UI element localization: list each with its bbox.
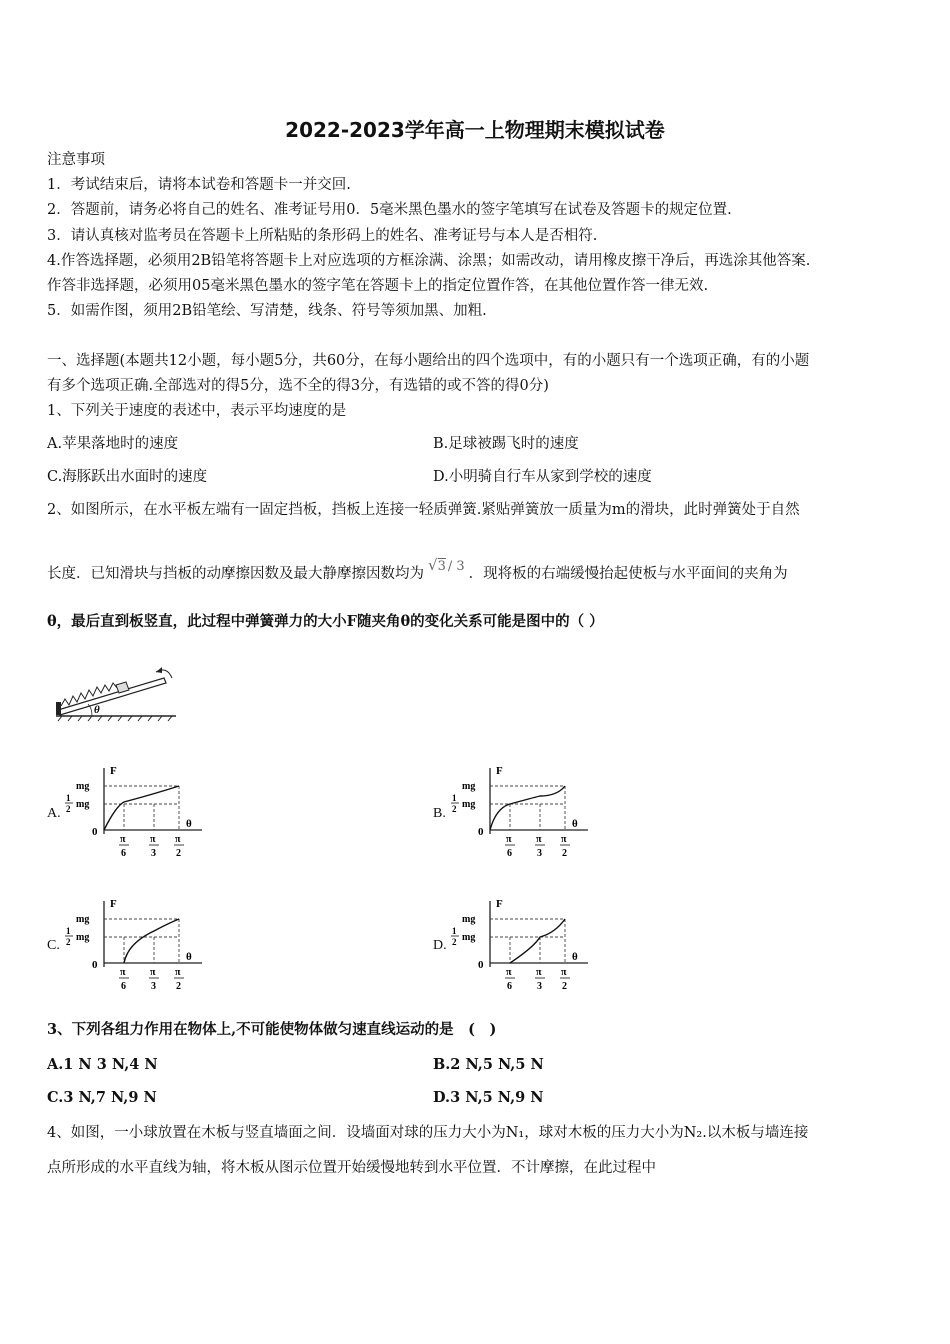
- notice-item: 1．考试结束后，请将本试卷和答题卡一并交回.: [47, 177, 351, 193]
- mg-label: mg: [76, 781, 90, 792]
- tick-pi-label: π: [536, 834, 542, 845]
- tick-den-label: 3: [537, 981, 542, 992]
- half-mg-label: mg: [462, 799, 476, 810]
- tick-den-label: 3: [151, 981, 156, 992]
- notice-item: 2．答题前，请务必将自己的姓名、准考证号用0．5毫米黑色墨水的签字笔填写在试卷及答题卡的规定位置.: [47, 202, 732, 218]
- tick-pi-label: π: [175, 834, 181, 845]
- sqrt-expression: √3 / 3: [428, 556, 465, 574]
- tick-den-label: 6: [507, 981, 512, 992]
- tick-den-label: 6: [507, 848, 512, 859]
- question-2-stem: θ，最后直到板竖直，此过程中弹簧弹力的大小F随夹角θ的变化关系可能是图中的（ ）: [47, 613, 604, 630]
- q2-graph-a[interactable]: [62, 760, 212, 860]
- tick-pi-label: π: [536, 967, 542, 978]
- tick-pi-label: π: [506, 834, 512, 845]
- notice-item: 作答非选择题，必须用05毫米黑色墨水的签字笔在答题卡上的指定位置作答，在其他位置作答一律无效.: [47, 278, 709, 294]
- mg-label: mg: [462, 781, 476, 792]
- theta-axis-label: θ: [572, 951, 578, 963]
- tick-pi-label: π: [120, 967, 126, 978]
- tick-den-label: 3: [537, 848, 542, 859]
- half-mg-label: mg: [76, 799, 90, 810]
- q1-option-c[interactable]: C.海豚跃出水面时的速度: [47, 469, 208, 485]
- half-den-label: 2: [66, 937, 71, 947]
- f-axis-label: F: [110, 765, 117, 777]
- tick-pi-label: π: [506, 967, 512, 978]
- q2-graph-b[interactable]: [448, 760, 598, 860]
- tick-pi-label: π: [120, 834, 126, 845]
- half-den-label: 2: [452, 804, 457, 814]
- half-den-label: 2: [452, 937, 457, 947]
- tick-den-label: 2: [562, 981, 567, 992]
- tick-den-label: 2: [562, 848, 567, 859]
- question-4-stem: 4、如图，一小球放置在木板与竖直墙面之间．设墙面对球的压力大小为N₁，球对木板的压力大小为N₂.以木板与墙连接: [47, 1125, 809, 1141]
- origin-label: 0: [478, 959, 484, 971]
- tick-den-label: 6: [121, 848, 126, 859]
- f-theta-curve: [490, 786, 565, 830]
- theta-label: θ: [94, 704, 100, 716]
- f-axis-label: F: [496, 765, 503, 777]
- tick-den-label: 2: [176, 848, 181, 859]
- half-mg-label: mg: [462, 932, 476, 943]
- question-2-stem: 2、如图所示，在水平板左端有一固定挡板，挡板上连接一轻质弹簧.紧贴弹簧放一质量为m的滑块，此时弹簧处于自然: [47, 502, 800, 518]
- page-title: 2022-2023学年高一上物理期末模拟试卷: [285, 118, 665, 142]
- question-1-stem: 1、下列关于速度的表述中，表示平均速度的是: [47, 403, 347, 419]
- q3-option-d[interactable]: D.3 N,5 N,9 N: [433, 1089, 544, 1106]
- tick-pi-label: π: [561, 834, 567, 845]
- tick-den-label: 2: [176, 981, 181, 992]
- half-den-label: 2: [66, 804, 71, 814]
- section-heading: 有多个选项正确.全部选对的得5分，选不全的得3分，有选错的或不答的得0分): [47, 378, 549, 394]
- q3-option-b[interactable]: B.2 N,5 N,5 N: [433, 1056, 544, 1073]
- f-axis-label: F: [110, 898, 117, 910]
- f-theta-curve: [510, 919, 565, 963]
- q2-option-a[interactable]: A.: [47, 806, 61, 821]
- q2-option-c[interactable]: C.: [47, 938, 60, 953]
- half-num-label: 1: [452, 793, 457, 803]
- question-3-stem: 3、下列各组力作用在物体上,不可能使物体做匀速直线运动的是 ( ): [47, 1021, 497, 1038]
- f-theta-curve: [124, 919, 179, 963]
- notice-item: 3．请认真核对监考员在答题卡上所粘贴的条形码上的姓名、准考证号与本人是否相符.: [47, 228, 598, 244]
- origin-label: 0: [478, 826, 484, 838]
- theta-axis-label: θ: [572, 818, 578, 830]
- q1-option-a[interactable]: A.苹果落地时的速度: [47, 436, 179, 452]
- incline-spring-diagram: [52, 658, 182, 724]
- q3-option-c[interactable]: C.3 N,7 N,9 N: [47, 1089, 157, 1106]
- q3-option-a[interactable]: A.1 N 3 N,4 N: [47, 1056, 158, 1073]
- question-2-stem: 长度．已知滑块与挡板的动摩擦因数及最大静摩擦因数均为 √3 / 3 ．现将板的右端缓慢抬起使板与水平面间的夹角为: [47, 556, 788, 582]
- q1-option-b[interactable]: B.足球被踢飞时的速度: [433, 436, 579, 452]
- q2-option-d[interactable]: D.: [433, 938, 447, 953]
- tick-den-label: 3: [151, 848, 156, 859]
- half-num-label: 1: [452, 926, 457, 936]
- origin-label: 0: [92, 959, 98, 971]
- mg-label: mg: [76, 914, 90, 925]
- notice-item: 4.作答选择题，必须用2B铅笔将答题卡上对应选项的方框涂满、涂黑；如需改动，请用橡皮擦干净后，再选涂其他答案.: [47, 253, 811, 269]
- f-theta-curve: [104, 786, 179, 830]
- notice-item: 5．如需作图，须用2B铅笔绘、写清楚，线条、符号等须加黑、加粗.: [47, 303, 487, 319]
- q1-option-d[interactable]: D.小明骑自行车从家到学校的速度: [433, 469, 652, 485]
- tick-den-label: 6: [121, 981, 126, 992]
- tick-pi-label: π: [175, 967, 181, 978]
- theta-axis-label: θ: [186, 818, 192, 830]
- q2-option-b[interactable]: B.: [433, 806, 446, 821]
- theta-axis-label: θ: [186, 951, 192, 963]
- half-num-label: 1: [66, 926, 71, 936]
- tick-pi-label: π: [150, 967, 156, 978]
- tick-pi-label: π: [150, 834, 156, 845]
- question-4-stem: 点所形成的水平直线为轴，将木板从图示位置开始缓慢地转到水平位置．不计摩擦，在此过程中: [47, 1160, 656, 1176]
- q2-graph-c[interactable]: [62, 893, 212, 993]
- origin-label: 0: [92, 826, 98, 838]
- half-mg-label: mg: [76, 932, 90, 943]
- mg-label: mg: [462, 914, 476, 925]
- f-axis-label: F: [496, 898, 503, 910]
- section-heading: 一、选择题(本题共12小题，每小题5分，共60分，在每小题给出的四个选项中，有的小题只有一个选项正确，有的小题: [47, 353, 810, 369]
- q2-graph-d[interactable]: [448, 893, 598, 993]
- tick-pi-label: π: [561, 967, 567, 978]
- half-num-label: 1: [66, 793, 71, 803]
- notice-heading: 注意事项: [47, 152, 105, 168]
